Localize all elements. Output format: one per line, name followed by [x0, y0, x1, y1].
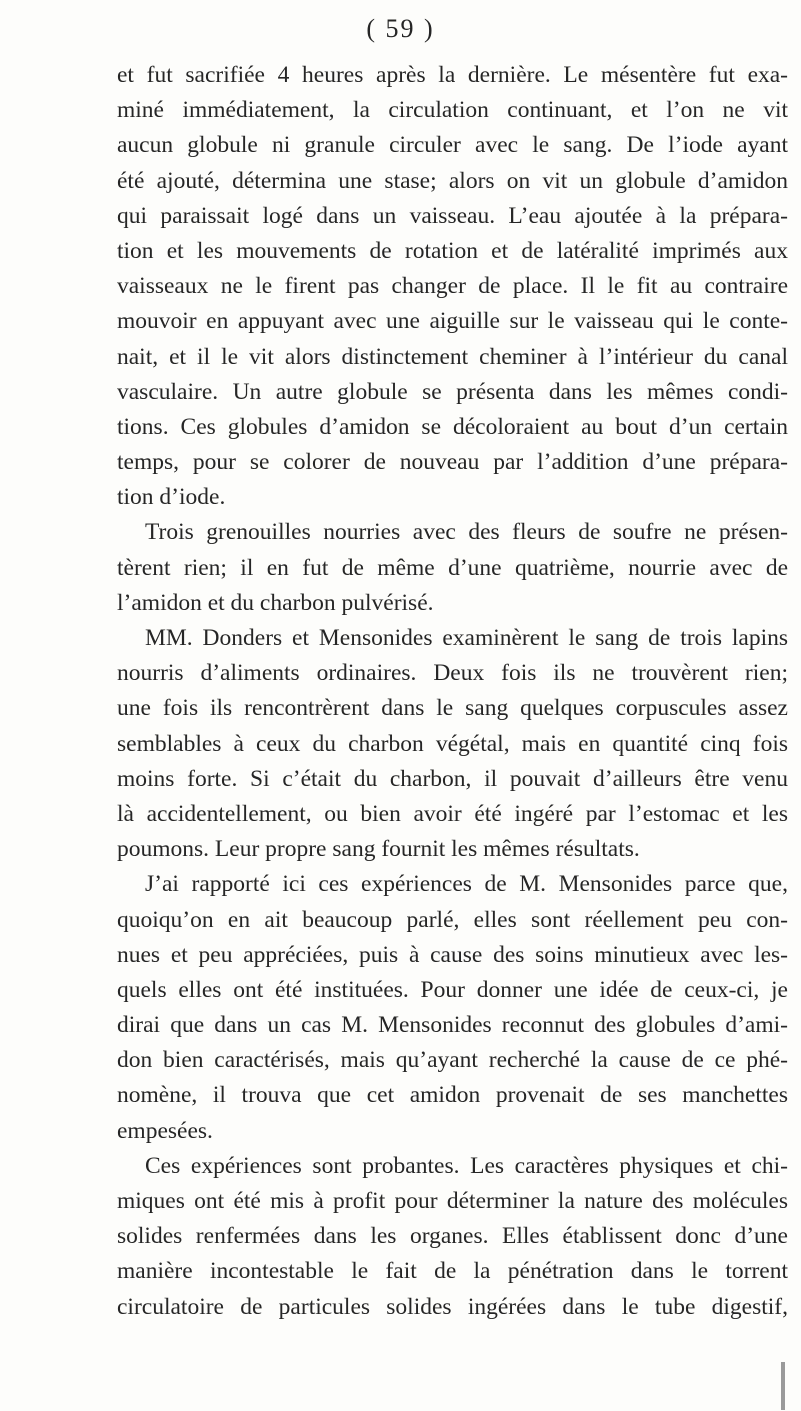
text-line: mouvoir en appuyant avec une aiguille sur le vaisseau qui le conte-: [117, 308, 788, 335]
text-line: quels elles ont été instituées. Pour donner une idée de ceux-ci, je: [117, 976, 788, 1003]
text-line: semblables à ceux du charbon végétal, mais en quantité cinq fois: [117, 730, 788, 757]
text-line: vasculaire. Un autre globule se présenta dans les mêmes condi-: [117, 378, 788, 405]
text-line: nues et peu appréciées, puis à cause des soins minutieux avec les-: [117, 941, 788, 968]
text-line: miques ont été mis à profit pour déterminer la nature des molécules: [117, 1188, 788, 1214]
text-line: une fois ils rencontrèrent dans le sang quelques corpuscules assez: [117, 695, 788, 722]
text-line: miné immédiatement, la circulation continuant, et l’on ne vit: [117, 97, 788, 124]
text-line: empesées.: [117, 1117, 213, 1144]
text-line: J’ai rapporté ici ces expériences de M. Mensonides parce que,: [145, 871, 788, 898]
text-line: tion d’iode.: [117, 484, 226, 511]
text-line: nourris d’aliments ordinaires. Deux fois ils ne trouvèrent rien;: [117, 660, 788, 687]
text-line: tions. Ces globules d’amidon se décoloraient au bout d’un certain: [117, 413, 788, 440]
page-edge-shadow: [781, 1362, 785, 1410]
text-line: quoiqu’on en ait beaucoup parlé, elles sont réellement peu con-: [117, 906, 788, 933]
text-line: nait, et il le vit alors distinctement cheminer à l’intérieur du canal: [117, 343, 788, 370]
text-line: qui paraissait logé dans un vaisseau. L’eau ajoutée à la prépara-: [117, 202, 788, 229]
text-line: nomène, il trouva que cet amidon provenait de ses manchettes: [117, 1082, 788, 1109]
text-line: MM. Donders et Mensonides examinèrent le sang de trois lapins: [145, 625, 788, 651]
text-line: là accidentellement, ou bien avoir été ingéré par l’estomac et les: [117, 800, 788, 827]
text-line: tion et les mouvements de rotation et de latéralité imprimés aux: [117, 237, 788, 264]
text-line: tèrent rien; il en fut de même d’une quatrième, nourrie avec de: [117, 554, 788, 581]
text-line: dirai que dans un cas M. Mensonides reconnut des globules d’ami-: [117, 1012, 788, 1039]
text-line: Ces expériences sont probantes. Les caractères physiques et chi-: [145, 1152, 788, 1179]
text-line: été ajouté, détermina une stase; alors on vit un globule d’amidon: [117, 167, 788, 194]
text-line: vaisseaux ne le firent pas changer de place. Il le fit au contraire: [117, 273, 788, 300]
text-line: et fut sacrifiée 4 heures après la dernière. Le mésentère fut exa-: [117, 62, 788, 88]
text-line: solides renfermées dans les organes. Elles établissent donc d’une: [117, 1223, 788, 1250]
page-number: ( 59 ): [366, 14, 435, 43]
text-line: l’amidon et du charbon pulvérisé.: [117, 589, 434, 616]
text-line: don bien caractérisés, mais qu’ayant recherché la cause de ce phé-: [117, 1047, 788, 1074]
text-line: manière incontestable le fait de la pénétration dans le torrent: [117, 1258, 788, 1285]
text-line: temps, pour se colorer de nouveau par l’addition d’une prépara-: [117, 449, 788, 476]
text-line: poumons. Leur propre sang fournit les mêmes résultats.: [117, 836, 640, 863]
text-line: aucun globule ni granule circuler avec le sang. De l’iode ayant: [117, 132, 788, 159]
text-line: Trois grenouilles nourries avec des fleurs de soufre ne présen-: [145, 519, 788, 546]
body-text: [117, 58, 788, 1325]
text-line: moins forte. Si c’était du charbon, il pouvait d’ailleurs être venu: [117, 765, 788, 792]
text-line: circulatoire de particules solides ingérées dans le tube digestif,: [117, 1293, 788, 1320]
